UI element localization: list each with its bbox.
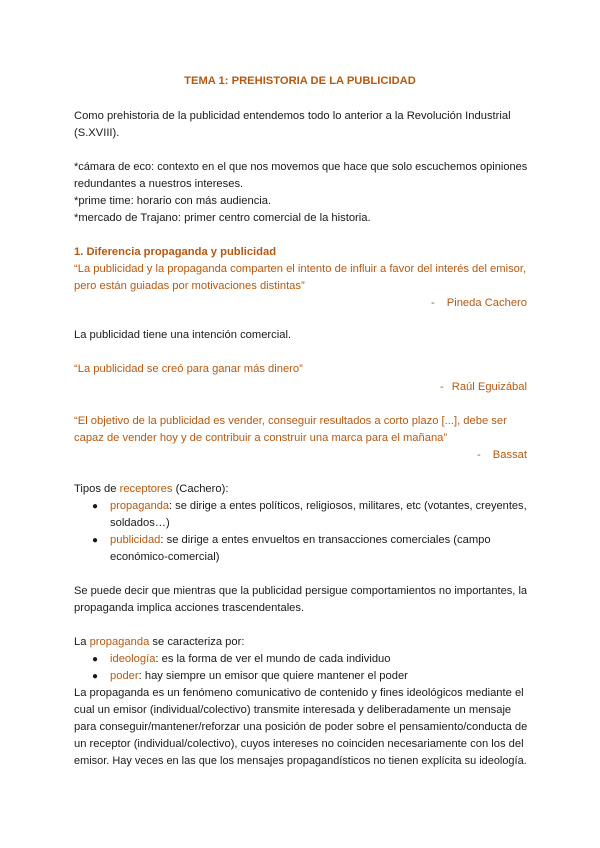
paragraph-line-3: para conseguir/mantener/reforzar una posición de poder sobre el pensamiento/conducta de bbox=[74, 721, 528, 733]
definition-trajano-market: *mercado de Trajano: primer centro comercial de la historia. bbox=[74, 212, 371, 224]
receptor-types-intro bbox=[74, 481, 228, 498]
bullet-icon: ● bbox=[92, 501, 99, 512]
list-item-publicidad bbox=[110, 532, 491, 549]
quote-2-author: Raúl Eguizábal bbox=[451, 381, 527, 393]
bullet-icon: ● bbox=[92, 671, 99, 682]
term-poder: poder bbox=[110, 670, 139, 682]
term-publicidad: publicidad bbox=[110, 534, 161, 546]
receptor-intro-a: Tipos de bbox=[74, 483, 120, 495]
quote-1-dash: - bbox=[431, 297, 435, 309]
receptor-intro-c: (Cachero): bbox=[172, 483, 229, 495]
quote-1-line-1: “La publicidad y la propaganda comparten el intento de influir a favor del interés del emisor, bbox=[74, 263, 527, 275]
definition-echo-chamber-cont: redundantes a nuestros intereses. bbox=[74, 178, 244, 190]
definition-prime-time: *prime time: horario con más audiencia. bbox=[74, 195, 272, 207]
comparison-line-2: propaganda implica acciones trascendentales. bbox=[74, 602, 305, 614]
section-heading-1: 1. Diferencia propaganda y publicidad bbox=[74, 246, 277, 258]
propaganda-intro-c: se caracteriza por: bbox=[149, 636, 245, 648]
receptor-term: receptores bbox=[119, 483, 173, 495]
definition-echo-chamber: *cámara de eco: contexto en el que nos movemos que hace que solo escuchemos opiniones bbox=[74, 161, 528, 173]
page-title: TEMA 1: PREHISTORIA DE LA PUBLICIDAD bbox=[184, 75, 416, 87]
definition-poder: : hay siempre un emisor que quiere mantener el poder bbox=[138, 670, 408, 682]
quote-3-author: Bassat bbox=[492, 449, 527, 461]
propaganda-intro bbox=[74, 634, 244, 651]
bullet-icon: ● bbox=[92, 535, 99, 546]
quote-1-line-2: pero están guiadas por motivaciones distintas” bbox=[74, 280, 305, 292]
definition-publicidad: : se dirige a entes envueltos en transacciones comerciales (campo bbox=[160, 534, 491, 546]
list-item-poder bbox=[110, 668, 408, 685]
quote-1-author: Pineda Cachero bbox=[446, 297, 527, 309]
definition-propaganda: : se dirige a entes políticos, religiosos, militares, etc (votantes, creyentes, bbox=[169, 500, 527, 512]
comparison-line-1: Se puede decir que mientras que la publicidad persigue comportamientos no importantes, la bbox=[74, 585, 528, 597]
term-propaganda: propaganda bbox=[110, 500, 170, 512]
term-ideologia: ideología bbox=[110, 653, 156, 665]
intro-line-1: Como prehistoria de la publicidad entendemos todo lo anterior a la Revolución Industrial bbox=[74, 110, 511, 122]
paragraph-line-1: La propaganda es un fenómeno comunicativo de contenido y fines ideológicos mediante el bbox=[74, 687, 524, 699]
definition-ideologia: : es la forma de ver el mundo de cada individuo bbox=[155, 653, 391, 665]
commercial-intent-statement: La publicidad tiene una intención comercial. bbox=[74, 329, 292, 341]
paragraph-line-4: un receptor (individual/colectivo), cuyos intereses no coinciden necesariamente con los del bbox=[74, 738, 524, 750]
quote-2-dash: - bbox=[440, 381, 444, 393]
list-item-propaganda-cont: soldados…) bbox=[110, 517, 170, 529]
bullet-icon: ● bbox=[92, 654, 99, 665]
list-item-ideologia bbox=[110, 651, 391, 668]
propaganda-intro-a: La bbox=[74, 636, 90, 648]
list-item-propaganda bbox=[110, 498, 527, 515]
quote-2: “La publicidad se creó para ganar más dinero” bbox=[74, 363, 303, 375]
list-item-publicidad-cont: económico-comercial) bbox=[110, 551, 220, 563]
quote-3-line-2: capaz de vender hoy y de contribuir a construir una marca para el mañana” bbox=[74, 432, 448, 444]
quote-3-line-1: “El objetivo de la publicidad es vender, conseguir resultados a corto plazo [...], debe ser bbox=[74, 415, 507, 427]
quote-3-dash: - bbox=[477, 449, 481, 461]
propaganda-term: propaganda bbox=[89, 636, 150, 648]
intro-line-2: (S.XVIII). bbox=[74, 127, 120, 139]
paragraph-line-2: cual un emisor (individual/colectivo) transmite interesada y deliberadamente un mensaje bbox=[74, 704, 512, 716]
paragraph-line-5: emisor. Hay veces en las que los mensajes propagandísticos no tienen explícita su ideología. bbox=[74, 755, 527, 767]
